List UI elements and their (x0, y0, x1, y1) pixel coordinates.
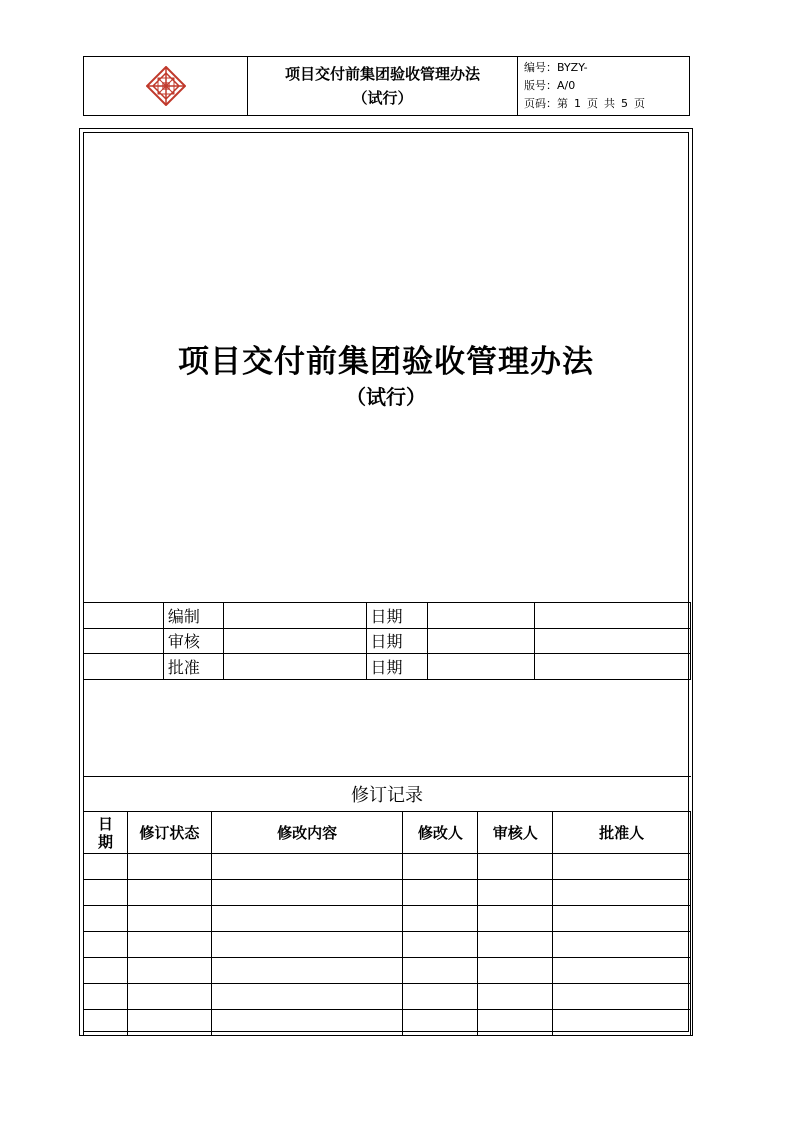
header-meta (518, 57, 689, 115)
doc-page-label: 页码： (524, 97, 557, 110)
table-row (84, 880, 691, 906)
table-row (84, 1010, 691, 1036)
signoff-role: 批准 (163, 654, 223, 680)
signoff-extra (535, 603, 691, 629)
signoff-role: 编制 (163, 603, 223, 629)
cover-frame-outer (79, 128, 693, 1036)
col-content-header: 修改内容 (211, 812, 403, 854)
cover-frame (83, 132, 689, 1032)
table-row (84, 958, 691, 984)
signoff-date-field[interactable] (428, 603, 535, 629)
signoff-row (84, 654, 691, 680)
signoff-extra (535, 628, 691, 654)
document-header (83, 56, 690, 116)
signoff-date-label: 日期 (366, 603, 428, 629)
header-title-block (248, 57, 518, 115)
doc-page-unit-2: 页 (634, 97, 645, 110)
header-title: 项目交付前集团验收管理办法 (284, 65, 480, 83)
revision-table (83, 811, 691, 1036)
doc-page-num: 1 (574, 97, 581, 110)
signoff-signature-field[interactable] (223, 654, 366, 680)
col-modifier-header: 修改人 (403, 812, 478, 854)
doc-code-value: BYZY- (557, 61, 588, 74)
col-status-header: 修订状态 (127, 812, 211, 854)
signoff-date-field[interactable] (428, 628, 535, 654)
notes-area (84, 679, 688, 776)
header-subtitle: （试行） (352, 89, 413, 107)
signoff-signature-field[interactable] (223, 603, 366, 629)
table-row (84, 932, 691, 958)
cover-title: 项目交付前集团验收管理办法 (178, 344, 594, 380)
signoff-table (83, 602, 691, 680)
cover-subtitle: （试行） (346, 385, 426, 409)
doc-code-label: 编号： (524, 61, 557, 74)
col-reviewer-header: 审核人 (478, 812, 553, 854)
doc-page-total: 5 (621, 97, 628, 110)
doc-code-row (524, 59, 683, 77)
signoff-blank (84, 603, 164, 629)
signoff-signature-field[interactable] (223, 628, 366, 654)
doc-version-value: A/0 (557, 79, 576, 92)
signoff-date-label: 日期 (366, 628, 428, 654)
signoff-date-label: 日期 (366, 654, 428, 680)
table-row (84, 854, 691, 880)
signoff-extra (535, 654, 691, 680)
doc-page-total-word: 共 (604, 97, 615, 110)
table-row (84, 984, 691, 1010)
signoff-date-field[interactable] (428, 654, 535, 680)
col-date-header: 日 期 (84, 812, 128, 854)
signoff-row (84, 603, 691, 629)
signoff-blank (84, 628, 164, 654)
col-approver-header: 批准人 (553, 812, 691, 854)
company-logo (84, 57, 248, 115)
logo-icon (146, 66, 186, 106)
revision-title: 修订记录 (83, 776, 691, 812)
table-row (84, 906, 691, 932)
doc-page-row (524, 95, 683, 113)
doc-page-unit: 页 (587, 97, 598, 110)
signoff-row (84, 628, 691, 654)
signoff-blank (84, 654, 164, 680)
doc-version-label: 版号： (524, 79, 557, 92)
signoff-role: 审核 (163, 628, 223, 654)
doc-version-row (524, 77, 683, 95)
doc-page-first: 第 (557, 97, 568, 110)
revision-header-row (84, 812, 691, 854)
